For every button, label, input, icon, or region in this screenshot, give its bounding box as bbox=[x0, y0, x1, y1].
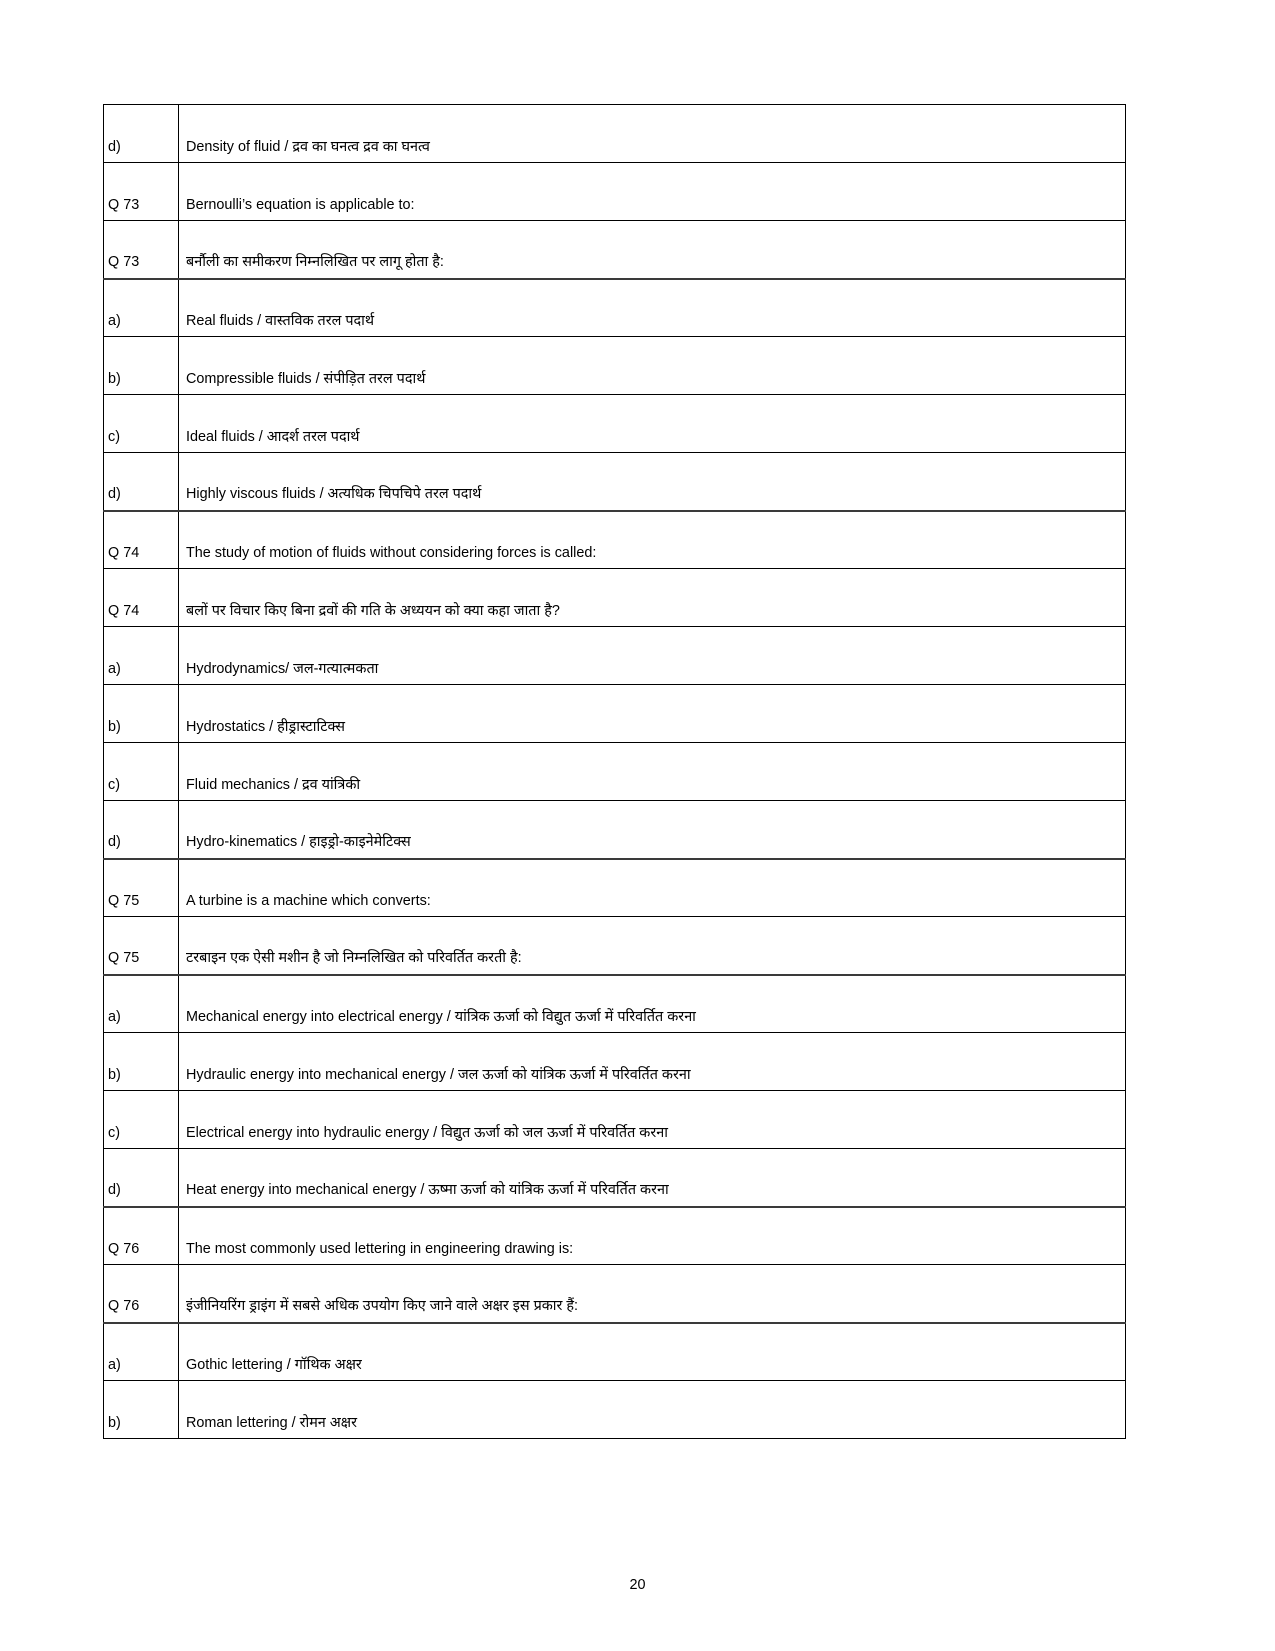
row-text-cell: Gothic lettering / गॉथिक अक्षर bbox=[179, 1323, 1126, 1381]
table-row bbox=[104, 395, 1126, 453]
row-text-cell: A turbine is a machine which converts: bbox=[179, 859, 1126, 917]
table-row bbox=[104, 1265, 1126, 1323]
table-row bbox=[104, 917, 1126, 975]
row-text-cell: बर्नौली का समीकरण निम्नलिखित पर लागू होता है: bbox=[179, 221, 1126, 279]
row-text-cell: Density of fluid / द्रव का घनत्व द्रव का घनत्व bbox=[179, 105, 1126, 163]
row-text-cell: बलों पर विचार किए बिना द्रवों की गति के अध्ययन को क्या कहा जाता है? bbox=[179, 569, 1126, 627]
row-label-cell: c) bbox=[104, 743, 179, 801]
row-text-cell: The most commonly used lettering in engineering drawing is: bbox=[179, 1207, 1126, 1265]
table-row bbox=[104, 1091, 1126, 1149]
row-label-cell: Q 76 bbox=[104, 1265, 179, 1323]
table-row bbox=[104, 163, 1126, 221]
question-table-body bbox=[104, 105, 1126, 1439]
row-text-cell: Real fluids / वास्तविक तरल पदार्थ bbox=[179, 279, 1126, 337]
row-text-cell: Mechanical energy into electrical energy / यांत्रिक ऊर्जा को विद्युत ऊर्जा में परिवर्तित करना bbox=[179, 975, 1126, 1033]
table-row bbox=[104, 1207, 1126, 1265]
table-row bbox=[104, 1381, 1126, 1439]
row-text-cell: Electrical energy into hydraulic energy / विद्युत ऊर्जा को जल ऊर्जा में परिवर्तित करना bbox=[179, 1091, 1126, 1149]
row-label-cell: d) bbox=[104, 105, 179, 163]
row-text-cell: Highly viscous fluids / अत्यधिक चिपचिपे तरल पदार्थ bbox=[179, 453, 1126, 511]
row-label-cell: c) bbox=[104, 1091, 179, 1149]
table-row bbox=[104, 453, 1126, 511]
row-label-cell: b) bbox=[104, 1033, 179, 1091]
row-label-cell: b) bbox=[104, 1381, 179, 1439]
row-label-cell: Q 73 bbox=[104, 163, 179, 221]
row-label-cell: a) bbox=[104, 975, 179, 1033]
table-row bbox=[104, 859, 1126, 917]
table-row bbox=[104, 801, 1126, 859]
row-text-cell: Heat energy into mechanical energy / ऊष्मा ऊर्जा को यांत्रिक ऊर्जा में परिवर्तित करना bbox=[179, 1149, 1126, 1207]
row-label-cell: Q 74 bbox=[104, 511, 179, 569]
table-row bbox=[104, 279, 1126, 337]
row-label-cell: d) bbox=[104, 801, 179, 859]
row-text-cell: Hydrostatics / हीड्रास्टाटिक्स bbox=[179, 685, 1126, 743]
row-text-cell: Hydro-kinematics / हाइड्रो-काइनेमेटिक्स bbox=[179, 801, 1126, 859]
row-text-cell: टरबाइन एक ऐसी मशीन है जो निम्नलिखित को परिवर्तित करती है: bbox=[179, 917, 1126, 975]
row-text-cell: Hydrodynamics/ जल-गत्यात्मकता bbox=[179, 627, 1126, 685]
table-row bbox=[104, 627, 1126, 685]
row-text-cell: इंजीनियरिंग ड्राइंग में सबसे अधिक उपयोग किए जाने वाले अक्षर इस प्रकार हैं: bbox=[179, 1265, 1126, 1323]
table-row bbox=[104, 685, 1126, 743]
row-label-cell: a) bbox=[104, 1323, 179, 1381]
row-label-cell: b) bbox=[104, 337, 179, 395]
row-label-cell: d) bbox=[104, 1149, 179, 1207]
table-row bbox=[104, 1033, 1126, 1091]
table-row bbox=[104, 975, 1126, 1033]
row-text-cell: Bernoulli’s equation is applicable to: bbox=[179, 163, 1126, 221]
row-text-cell: Fluid mechanics / द्रव यांत्रिकी bbox=[179, 743, 1126, 801]
table-row bbox=[104, 743, 1126, 801]
row-label-cell: Q 76 bbox=[104, 1207, 179, 1265]
question-table bbox=[103, 104, 1126, 1439]
row-text-cell: Compressible fluids / संपीड़ित तरल पदार्थ bbox=[179, 337, 1126, 395]
row-text-cell: Roman lettering / रोमन अक्षर bbox=[179, 1381, 1126, 1439]
row-text-cell: Ideal fluids / आदर्श तरल पदार्थ bbox=[179, 395, 1126, 453]
row-label-cell: c) bbox=[104, 395, 179, 453]
row-text-cell: Hydraulic energy into mechanical energy / जल ऊर्जा को यांत्रिक ऊर्जा में परिवर्तित करना bbox=[179, 1033, 1126, 1091]
table-row bbox=[104, 569, 1126, 627]
row-label-cell: Q 74 bbox=[104, 569, 179, 627]
table-row bbox=[104, 511, 1126, 569]
row-label-cell: a) bbox=[104, 279, 179, 337]
table-row bbox=[104, 105, 1126, 163]
row-label-cell: a) bbox=[104, 627, 179, 685]
table-row bbox=[104, 337, 1126, 395]
row-label-cell: d) bbox=[104, 453, 179, 511]
page-number: 20 bbox=[629, 1577, 646, 1593]
row-label-cell: Q 75 bbox=[104, 859, 179, 917]
table-row bbox=[104, 1149, 1126, 1207]
row-label-cell: Q 73 bbox=[104, 221, 179, 279]
row-label-cell: Q 75 bbox=[104, 917, 179, 975]
row-label-cell: b) bbox=[104, 685, 179, 743]
table-row bbox=[104, 221, 1126, 279]
table-row bbox=[104, 1323, 1126, 1381]
row-text-cell: The study of motion of fluids without considering forces is called: bbox=[179, 511, 1126, 569]
